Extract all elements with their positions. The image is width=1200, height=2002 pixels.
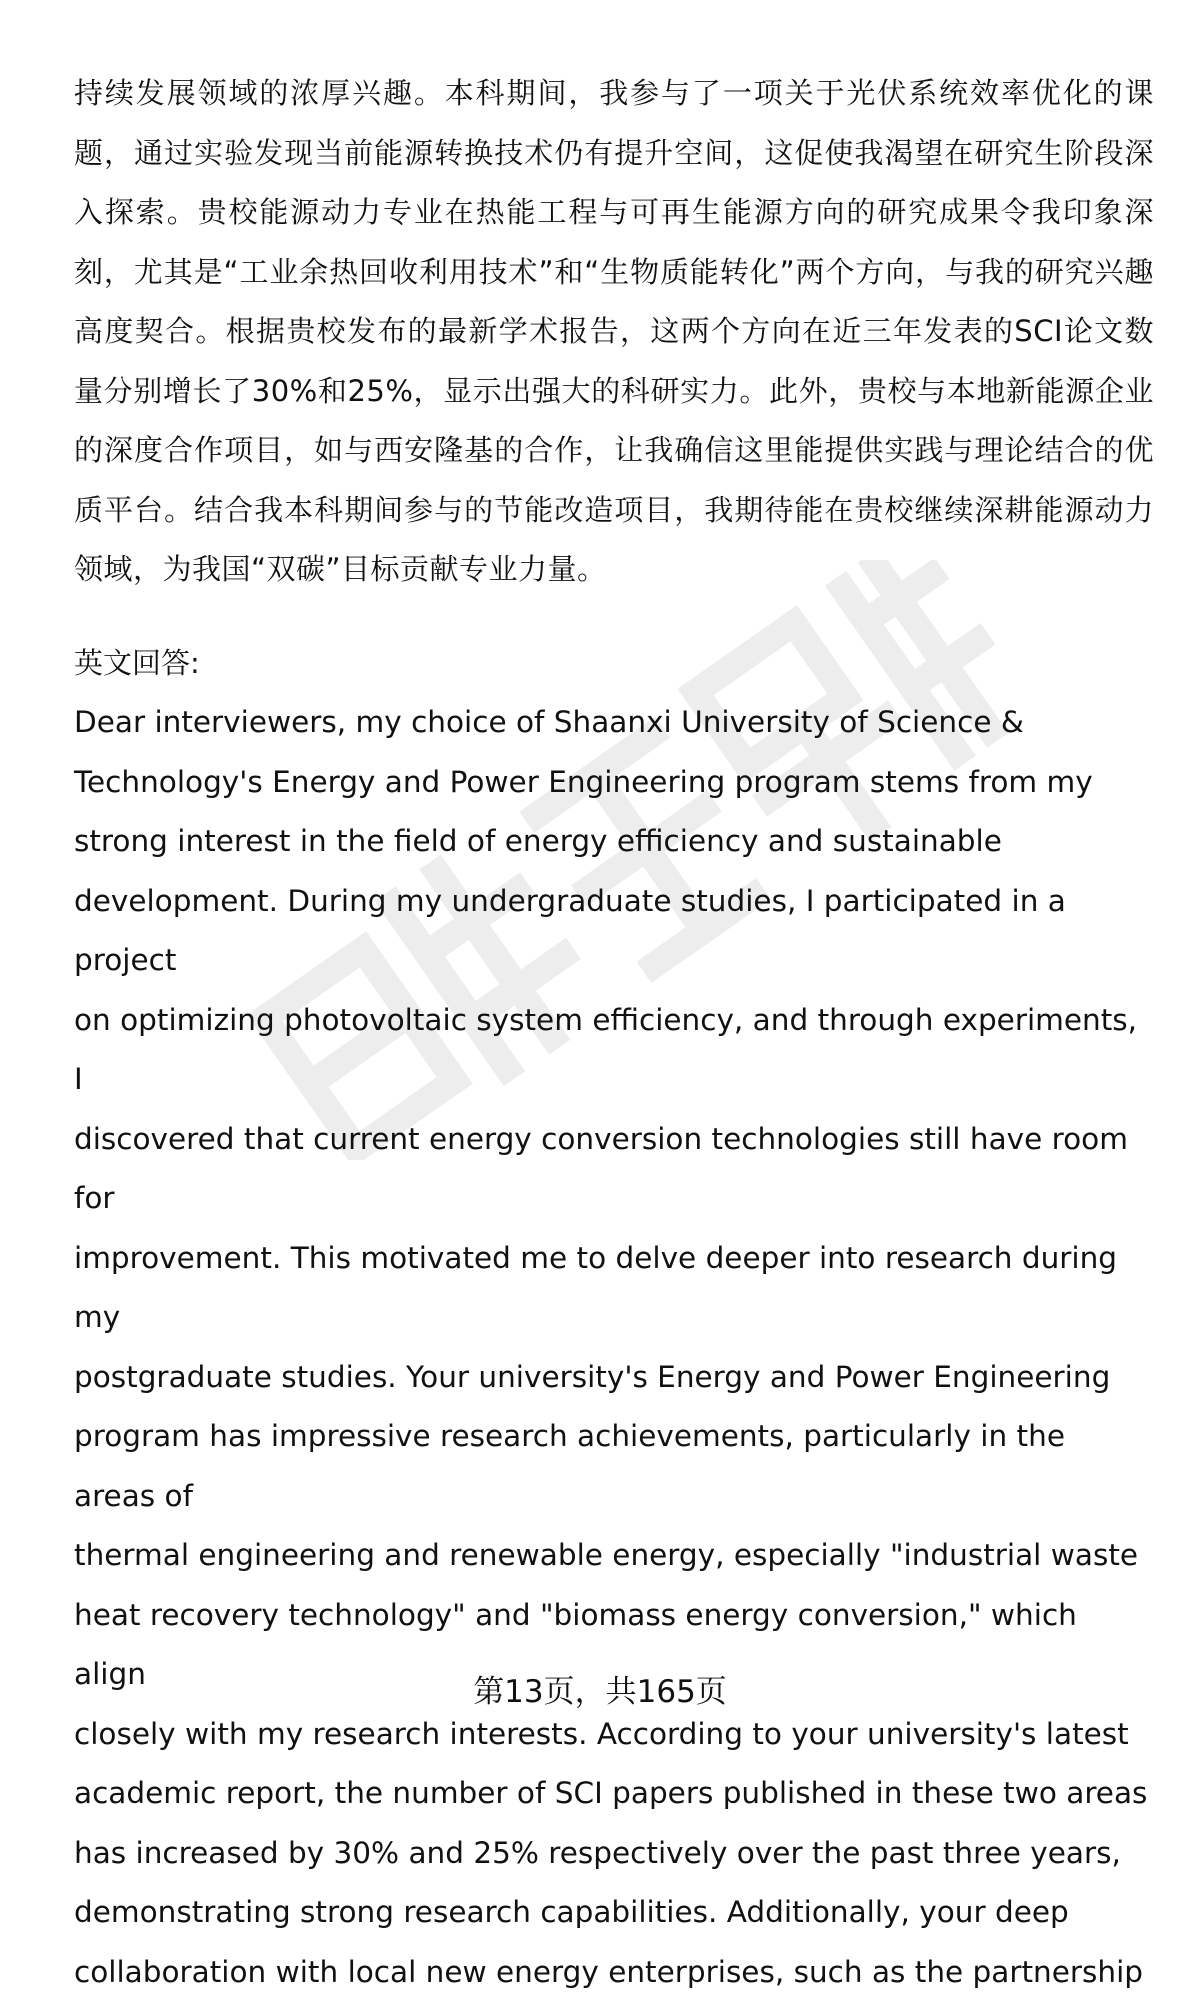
english-answer-label: 英文回答:: [74, 634, 1154, 694]
english-line: has increased by 30% and 25% respectively over the past three years,: [74, 1824, 1154, 1884]
english-line: Dear interviewers, my choice of Shaanxi University of Science &: [74, 693, 1154, 753]
chinese-answer-paragraph: 持续发展领域的浓厚兴趣。本科期间，我参与了一项关于光伏系统效率优化的课题，通过实验发现当前能源转换技术仍有提升空间，这促使我渴望在研究生阶段深入探索。贵校能源动力专业在热能工程与可再生能源方向的研究成果令我印象深刻，尤其是“工业余热回收利用技术”和“生物质能转化”两个方向，与我的研究兴趣高度契合。根据贵校发布的最新学术报告，这两个方向在近三年发表的SCI论文数量分别增长了30%和25%，显示出强大的科研实力。此外，贵校与本地新能源企业的深度合作项目，如与西安隆基的合作，让我确信这里能提供实践与理论结合的优质平台。结合我本科期间参与的节能改造项目，我期待能在贵校继续深耕能源动力领域，为我国“双碳”目标贡献专业力量。: [74, 64, 1154, 600]
english-line: academic report, the number of SCI papers published in these two areas: [74, 1764, 1154, 1824]
english-line: on optimizing photovoltaic system efficiency, and through experiments, I: [74, 991, 1154, 1110]
english-line: demonstrating strong research capabilities. Additionally, your deep: [74, 1883, 1154, 1943]
english-line: strong interest in the field of energy efficiency and sustainable: [74, 812, 1154, 872]
english-line: Technology's Energy and Power Engineering program stems from my: [74, 753, 1154, 813]
page-number: 第13页，共165页: [0, 1672, 1200, 1712]
english-line: thermal engineering and renewable energy, especially "industrial waste: [74, 1526, 1154, 1586]
english-line: heat recovery technology" and "biomass energy conversion," which align: [74, 1586, 1154, 1705]
english-answer-paragraph: [74, 693, 1154, 2002]
english-line: improvement. This motivated me to delve deeper into research during my: [74, 1229, 1154, 1348]
english-line: development. During my undergraduate studies, I participated in a project: [74, 872, 1154, 991]
english-line: discovered that current energy conversion technologies still have room for: [74, 1110, 1154, 1229]
english-line: postgraduate studies. Your university's Energy and Power Engineering: [74, 1348, 1154, 1408]
english-line: collaboration with local new energy enterprises, such as the partnership: [74, 1943, 1154, 2002]
english-line: program has impressive research achievements, particularly in the areas of: [74, 1407, 1154, 1526]
english-line: closely with my research interests. According to your university's latest: [74, 1705, 1154, 1765]
